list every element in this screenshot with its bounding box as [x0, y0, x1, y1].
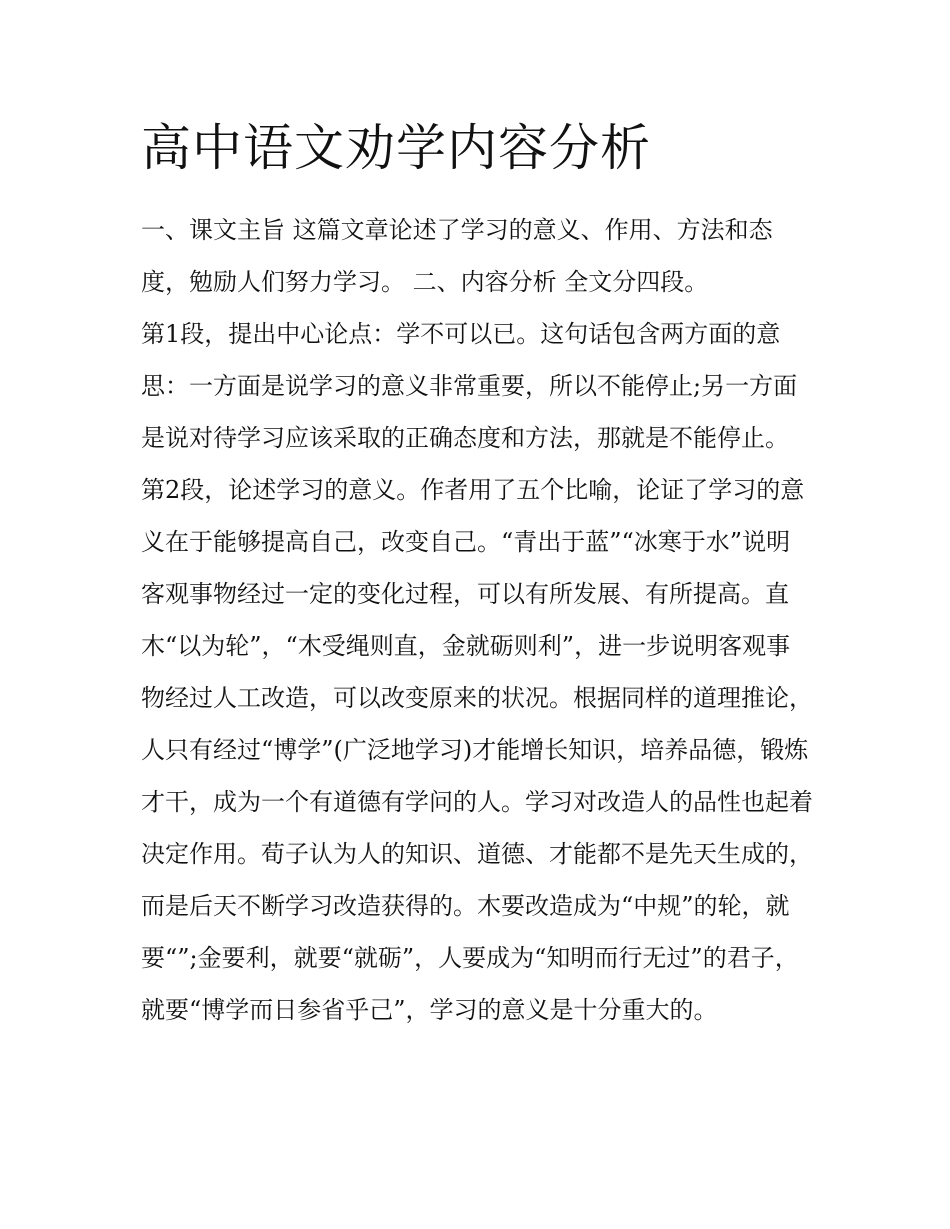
- paragraph-section-2: 第2段，论述学习的意义。作者用了五个比喻，论证了学习的意义在于能够提高自己，改变自己。“青出于蓝”“冰寒于水”说明客观事物经过一定的变化过程，可以有所发展、有所提高。直木“以为轮”，“木受绳则直，金就砺则利”，进一步说明客观事物经过人工改造，可以改变原来的状况。根据同样的道理推论，人只有经过“博学”(广泛地学习)才能增长知识，培养品德，锻炼才干，成为一个有道德有学问的人。学习对改造人的品性也起着决定作用。荀子认为人的知识、道德、才能都不是先天生成的，而是后天不断学习改造获得的。木要改造成为“中规”的轮，就要“”;金要利，就要“就砺”，人要成为“知明而行无过”的君子，就要“博学而日参省乎己”，学习的意义是十分重大的。: [141, 476, 813, 1024]
- paragraph-section-1: 第1段，提出中心论点：学不可以已。这句话包含两方面的意思：一方面是说学习的意义非常重要，所以不能停止;另一方面是说对待学习应该采取的正确态度和方法，那就是不能停止。: [141, 320, 798, 452]
- document-title: 高中语文劝学内容分析: [141, 119, 651, 177]
- paragraph-intro: 一、课文主旨 这篇文章论述了学习的意义、作用、方法和态度，勉励人们努力学习。 二、内容分析 全文分四段。: [141, 216, 773, 296]
- document-body: [141, 112, 813, 1036]
